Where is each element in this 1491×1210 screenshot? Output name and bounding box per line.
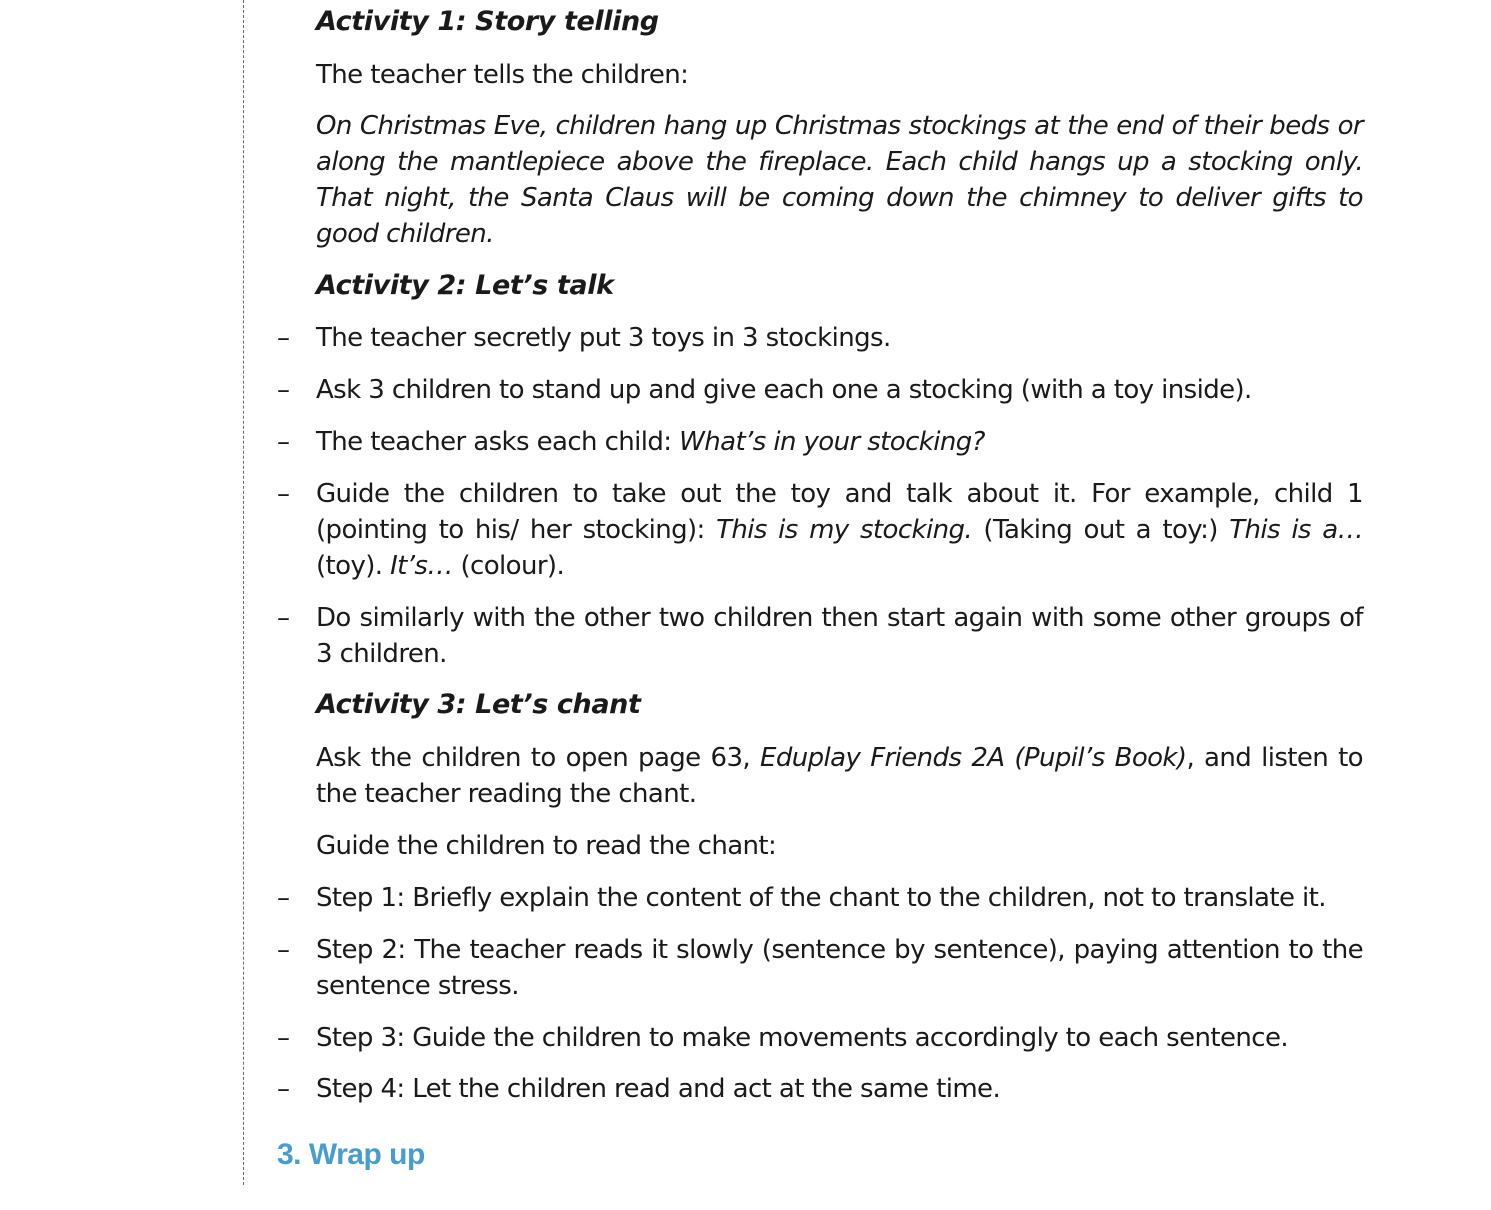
bullet-text-part: (Taking out a toy:)	[972, 515, 1230, 545]
list-item	[277, 1020, 1363, 1056]
activity1-intro: The teacher tells the children:	[316, 60, 689, 90]
bullet-text-plain: The teacher asks each child:	[316, 427, 680, 457]
bullet-italic-part: This is my stocking.	[716, 515, 973, 545]
bullet-question: What’s in your stocking?	[679, 427, 985, 457]
list-item	[277, 372, 1363, 408]
activity3-guide: Guide the children to read the chant:	[316, 831, 777, 861]
list-item	[277, 880, 1363, 916]
activity1-heading: Activity 1: Story telling	[316, 6, 659, 37]
bullet-dash: –	[277, 935, 290, 965]
list-item	[277, 932, 1363, 1004]
bullet-italic-part: This is a…	[1229, 515, 1363, 545]
paragraph-text-part: , and listen to the teacher reading the chant.	[316, 743, 1363, 809]
activity3-heading: Activity 3: Let’s chant	[316, 689, 641, 720]
bullet-dash: –	[277, 375, 290, 405]
bullet-text	[316, 476, 1363, 584]
bullet-dash: –	[277, 427, 290, 457]
book-title: Eduplay Friends 2A (Pupil’s Book)	[760, 743, 1187, 773]
bullet-italic-part: It’s…	[390, 551, 453, 581]
list-item	[277, 424, 1363, 460]
bullet-dash: –	[277, 603, 290, 633]
list-item	[277, 320, 1363, 356]
bullet-text: Do similarly with the other two children then start again with some other groups of 3 children.	[316, 603, 1363, 669]
bullet-dash: –	[277, 479, 290, 509]
bullet-text-part: (colour).	[452, 551, 565, 581]
step-text: Step 4: Let the children read and act at the same time.	[316, 1074, 1001, 1104]
bullet-dash: –	[277, 1074, 290, 1104]
step-text: Step 2: The teacher reads it slowly (sentence by sentence), paying attention to the sentence stress.	[316, 935, 1363, 1001]
section-title-wrap-up: 3. Wrap up	[277, 1138, 425, 1171]
bullet-dash: –	[277, 883, 290, 913]
bullet-text-part: (toy).	[316, 551, 391, 581]
bullet-text: Ask 3 children to stand up and give each one a stocking (with a toy inside).	[316, 375, 1252, 405]
bullet-text: The teacher secretly put 3 toys in 3 stockings.	[316, 323, 891, 353]
activity1-story: On Christmas Eve, children hang up Christmas stockings at the end of their beds or along the mantlepiece above the fireplace. Each child hangs up a stocking only. That night, the Santa Claus will be coming down the chimney to deliver gifts to good children.	[316, 111, 1363, 249]
bullet-text-part: Guide the children to take out the toy and talk about it. For example, child 1 (pointing to his/ her stocking):	[316, 479, 1363, 545]
bullet-text	[316, 424, 1363, 460]
list-item	[277, 600, 1363, 672]
list-item	[277, 476, 1363, 584]
margin-rule	[243, 0, 244, 1185]
activity2-heading: Activity 2: Let’s talk	[316, 270, 614, 301]
list-item	[277, 1071, 1363, 1107]
paragraph-text-part: Ask the children to open page 63,	[316, 743, 760, 773]
bullet-dash: –	[277, 1023, 290, 1053]
activity3-paragraph	[277, 740, 1363, 812]
step-text: Step 3: Guide the children to make movements accordingly to each sentence.	[316, 1023, 1289, 1053]
step-text: Step 1: Briefly explain the content of the chant to the children, not to translate it.	[316, 883, 1326, 913]
bullet-dash: –	[277, 323, 290, 353]
